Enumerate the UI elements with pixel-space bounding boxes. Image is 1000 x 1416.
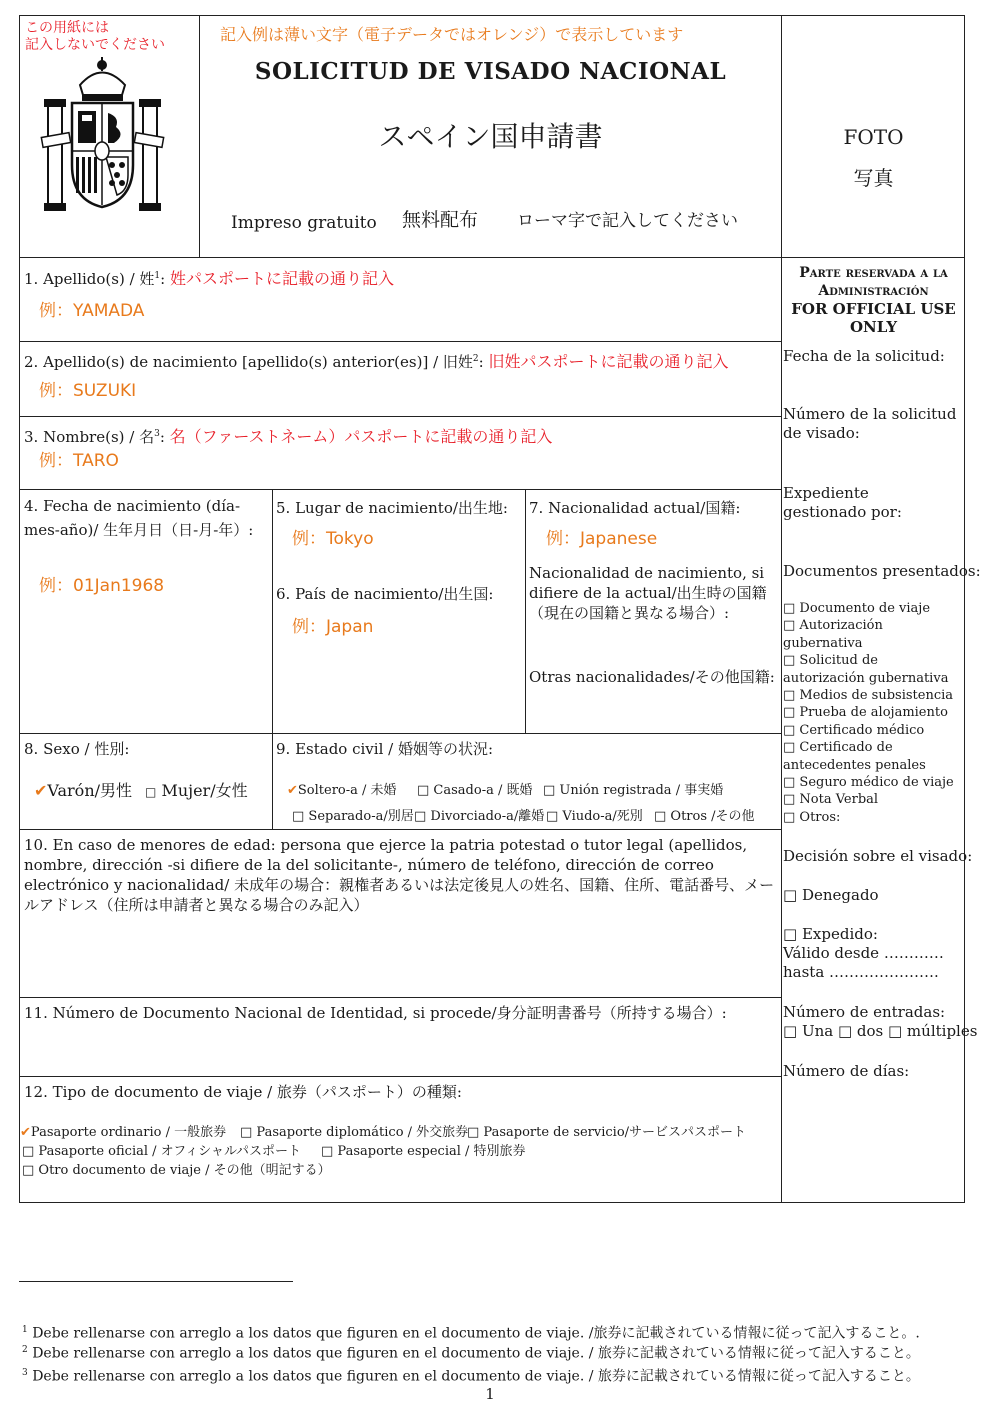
- official-days: Número de días:: [783, 1062, 910, 1080]
- official-entries: Número de entradas:: [783, 1003, 946, 1021]
- sex-option-female[interactable]: □ Mujer/女性: [145, 781, 248, 800]
- official-doc-item[interactable]: □ Seguro médico de viaje: [783, 775, 954, 791]
- official-heading: Parte reservada a la Administración FOR OFFICIAL USE ONLY: [791, 265, 956, 336]
- romaji-notice: ローマ字で記入してください: [517, 211, 738, 231]
- row-divider: [19, 829, 781, 830]
- sample-notice: 記入例は薄い文字（電子データではオレンジ）で表示しています: [220, 25, 684, 44]
- birth-surname-example[interactable]: 例：SUZUKI: [39, 381, 137, 401]
- official-date: Fecha de la solicitud:: [783, 347, 945, 365]
- col-divider: [272, 489, 273, 829]
- travel-doc-option[interactable]: □ Pasaporte especial / 特別旅券: [321, 1144, 526, 1159]
- row-divider: [19, 341, 781, 342]
- official-denied[interactable]: □ Denegado: [783, 886, 879, 904]
- photo-label: FOTO: [843, 125, 904, 149]
- official-handled-by: Expediente gestionado por:: [783, 484, 902, 521]
- birth-place-example[interactable]: 例：Tokyo: [292, 529, 374, 549]
- civil-status-option[interactable]: □ Casado-a / 既婚: [417, 783, 533, 798]
- birth-place-label: 5. Lugar de nacimiento/出生地:: [276, 499, 508, 517]
- official-doc-item[interactable]: □ Solicitud de autorización gubernativa: [783, 653, 949, 686]
- travel-doc-option[interactable]: □ Pasaporte diplomático / 外交旅券: [240, 1125, 469, 1140]
- civil-status-option[interactable]: □ Unión registrada / 事実婚: [543, 783, 724, 798]
- row-divider: [19, 1076, 781, 1077]
- row-divider: [19, 733, 781, 734]
- sex-label: 8. Sexo / 性別:: [24, 740, 130, 758]
- row-divider: [19, 997, 781, 998]
- surname-label: 1. Apellido(s) / 姓$^1$: 姓パスポートに記載の通り記入: [24, 269, 394, 288]
- checkmark-icon: ✔: [34, 781, 48, 800]
- nationality-label: 7. Nacionalidad actual/国籍:: [529, 499, 741, 517]
- other-nationalities-label: Otras nacionalidades/その他国籍:: [529, 668, 775, 686]
- official-valid-from: Válido desde …………: [783, 944, 944, 962]
- official-doc-item[interactable]: □ Certificado médico: [783, 722, 925, 738]
- official-entries-options[interactable]: □ Una □ dos □ múltiples: [783, 1022, 978, 1040]
- page-number: 1: [485, 1385, 495, 1403]
- page-title: SOLICITUD DE VISADO NACIONAL: [254, 58, 727, 85]
- civil-status-option[interactable]: ✔Soltero-a / 未婚: [287, 783, 397, 798]
- official-doc-item[interactable]: □ Documento de viaje: [783, 601, 931, 616]
- checkmark-icon: ✔: [20, 1125, 31, 1140]
- travel-doc-option[interactable]: □ Otro documento de viaje / その他（明記する）: [22, 1163, 331, 1178]
- civil-status-option[interactable]: □ Divorciado-a/離婚: [414, 809, 545, 824]
- national-id-label: 11. Número de Documento Nacional de Identidad, si procede/身分証明書番号（所持する場合）:: [24, 1004, 727, 1022]
- official-doc-item[interactable]: □ Prueba de alojamiento: [783, 705, 948, 721]
- official-doc-item[interactable]: □ Certificado de antecedentes penales: [783, 740, 926, 773]
- free-print-label-jp: 無料配布: [402, 209, 479, 231]
- footnote: $^2$ Debe rellenarse con arreglo a los datos que figuren en el documento de viaje. / 旅券に記載されている情報に従って記入すること。: [22, 1345, 920, 1362]
- coat-of-arms-icon: [40, 55, 165, 215]
- footnote: $^3$ Debe rellenarse con arreglo a los datos que figuren en el documento de viaje. / 旅券に記載されている情報に従って記入すること。: [22, 1368, 920, 1385]
- official-docs-label: Documentos presentados:: [783, 562, 981, 580]
- travel-doc-option[interactable]: □ Pasaporte de servicio/サービスパスポート: [467, 1125, 747, 1140]
- civil-status-label: 9. Estado civil / 婚姻等の状況:: [276, 740, 494, 758]
- official-docs-list: [783, 600, 963, 826]
- travel-doc-option[interactable]: □ Pasaporte oficial / オフィシャルパスポート: [22, 1144, 302, 1159]
- birth-surname-label: 2. Apellido(s) de nacimiento [apellido(s) anterior(es)] / 旧姓$^2$: 旧姓パスポートに記載の通り記入: [24, 352, 729, 371]
- civil-status-option[interactable]: □ Otros /その他: [654, 809, 755, 824]
- row-divider: [19, 489, 781, 490]
- nationality-example[interactable]: 例：Japanese: [546, 529, 658, 549]
- birth-country-label: 6. País de nacimiento/出生国:: [276, 585, 494, 603]
- official-doc-item[interactable]: □ Autorización gubernativa: [783, 618, 883, 651]
- official-column-divider: [781, 258, 782, 1203]
- checkbox-icon: □: [145, 785, 157, 799]
- first-name-hint: 名（ファーストネーム）パスポートに記載の通り記入: [169, 427, 553, 446]
- row-divider: [19, 416, 781, 417]
- free-print-label: Impreso gratuito: [231, 213, 377, 233]
- first-name-example[interactable]: 例：TARO: [39, 451, 119, 471]
- official-issued[interactable]: □ Expedido:: [783, 925, 878, 943]
- birth-surname-hint: 旧姓パスポートに記載の通り記入: [488, 352, 729, 371]
- travel-doc-label: 12. Tipo de documento de viaje / 旅券（パスポート）の種類:: [24, 1083, 462, 1101]
- birth-nationality-label: Nacionalidad de nacimiento, si difiere de la actual/出生時の国籍（現在の国籍と異なる場合）:: [529, 564, 767, 622]
- official-number: Número de la solicitud de visado:: [783, 405, 957, 442]
- guardian-label: 10. En caso de menores de edad: persona que ejerce la patria potestad o tutor legal (apellidos, nombre, dirección -si difiere de la del solicitante-, número de teléfono, dirección de correo electrónico y nacionalidad/ 未成年の場合：親権者あるいは法定後見人の姓名、国籍、住所、電話番号、メールアドレス（住所は申請者と異なる場合のみ記入）: [24, 836, 775, 914]
- footnote-separator: [19, 1281, 293, 1282]
- page-title-jp: スペイン国申請書: [378, 120, 603, 153]
- do-not-write-notice: この用紙には 記入しないでください: [25, 20, 165, 53]
- birth-country-example[interactable]: 例：Japan: [292, 617, 374, 637]
- photo-label-jp: 写真: [853, 166, 894, 190]
- birth-date-example[interactable]: 例：01Jan1968: [39, 576, 165, 596]
- surname-example[interactable]: 例：YAMADA: [39, 301, 145, 321]
- col-divider: [525, 489, 526, 733]
- birth-date-label: 4. Fecha de nacimiento (día-mes-año)/ 生年月日（日-月-年）:: [24, 497, 254, 539]
- civil-status-option[interactable]: □ Separado-a/別居: [292, 809, 414, 824]
- official-doc-item[interactable]: □ Medios de subsistencia: [783, 688, 954, 704]
- official-doc-item[interactable]: □ Nota Verbal: [783, 792, 879, 808]
- official-decision: Decisión sobre el visado:: [783, 847, 973, 865]
- sex-option-male[interactable]: ✔Varón/男性: [34, 781, 133, 800]
- checkmark-icon: ✔: [287, 783, 298, 798]
- surname-hint: 姓パスポートに記載の通り記入: [169, 269, 394, 288]
- official-until: hasta ………………….: [783, 963, 939, 981]
- travel-doc-option[interactable]: ✔Pasaporte ordinario / 一般旅券: [20, 1125, 227, 1140]
- footnote: $^1$ Debe rellenarse con arreglo a los datos que figuren en el documento de viaje. /旅券に記載されている情報に従って記入すること。.: [22, 1325, 920, 1342]
- official-doc-item[interactable]: □ Otros:: [783, 809, 841, 825]
- civil-status-option[interactable]: □ Viudo-a/死別: [546, 809, 643, 824]
- first-name-label: 3. Nombre(s) / 名$^3$: 名（ファーストネーム）パスポートに記載の通り記入: [24, 427, 553, 446]
